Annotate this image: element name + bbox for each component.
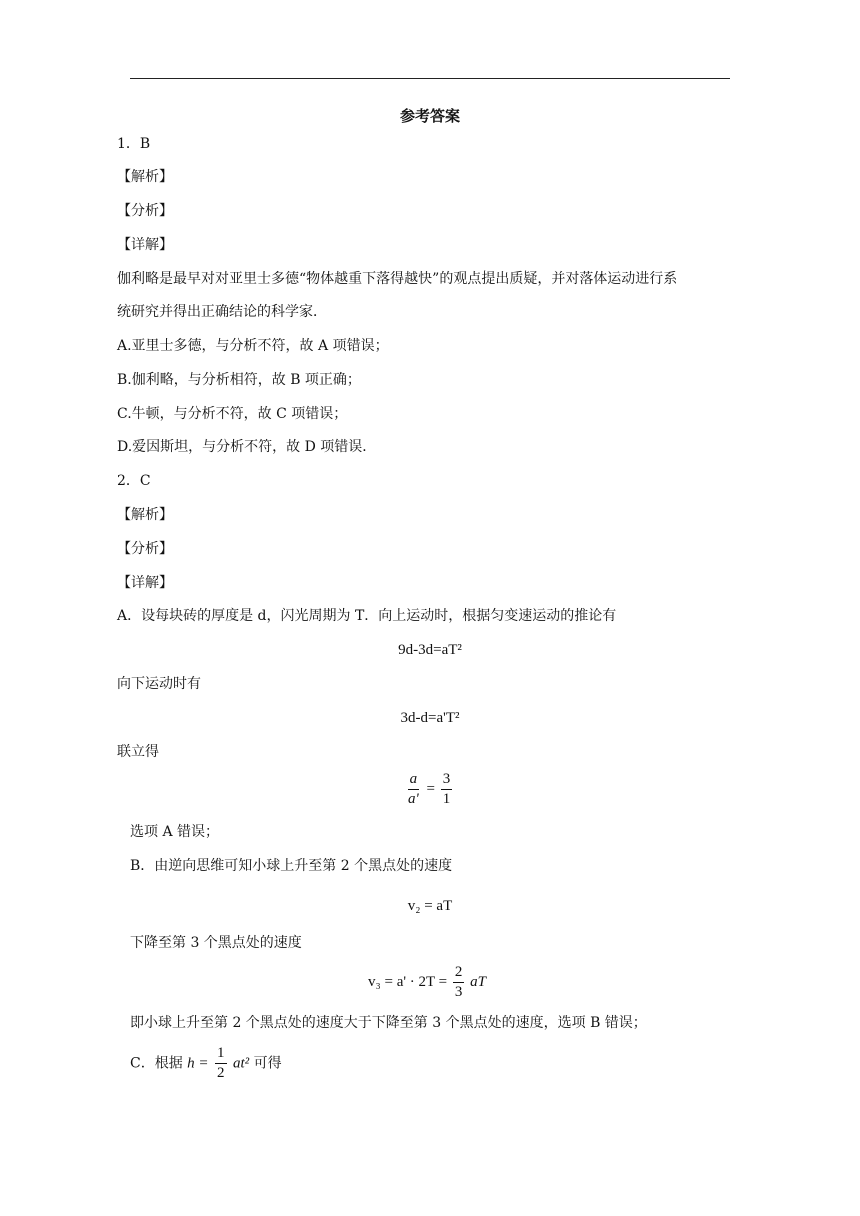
q1-option-d: D.爱因斯坦，与分析不符，故 D 项错误．	[117, 439, 377, 455]
q2-number: 2．C	[117, 473, 151, 489]
q1-option-c: C.牛顿，与分析不符，故 C 项错误；	[117, 406, 348, 422]
q1-option-a: A.亚里士多德，与分析不符，故 A 项错误；	[117, 338, 389, 354]
q2-part-a-result: 选项 A 错误；	[130, 824, 220, 840]
equation-3-right-denominator: 1	[442, 791, 451, 807]
header-rule	[130, 78, 730, 79]
equation-5-left: v₃ = a' · 2T =	[368, 973, 448, 990]
q2-fenxi-tag: 【分析】	[117, 541, 173, 557]
q2-part-a-intro: A．设每块砖的厚度是 d，闪光周期为 T．向上运动时，根据匀变速运动的推论有	[117, 608, 617, 624]
equation-1: 9d-3d=aT²	[398, 642, 462, 658]
q2-part-b-intro: B．由逆向思维可知小球上升至第 2 个黑点处的速度	[130, 858, 453, 874]
q1-paragraph-line1: 伽利略是最早对对亚里士多德“物体越重下落得越快”的观点提出质疑，并对落体运动进行系	[117, 271, 678, 287]
q2-combine-text: 联立得	[117, 744, 159, 760]
equation-3-equals: =	[426, 780, 435, 797]
part-c-fraction	[215, 1044, 227, 1083]
q1-fenxi-tag: 【分析】	[117, 203, 173, 219]
q1-detail-tag: 【详解】	[117, 237, 173, 253]
equation-3-right-numerator: 3	[441, 770, 453, 790]
q2-part-c-intro	[130, 1044, 282, 1083]
equation-3-right-fraction	[441, 770, 453, 809]
part-c-prefix: C．根据	[130, 1055, 183, 1072]
equation-2: 3d-d=a'T²	[400, 710, 460, 726]
q2-downward-text: 向下运动时有	[117, 676, 201, 692]
q2-part-b-result: 即小球上升至第 2 个黑点处的速度大于下降至第 3 个黑点处的速度，选项 B 错误；	[130, 1015, 647, 1031]
q1-paragraph-line2: 统研究并得出正确结论的科学家．	[117, 304, 327, 320]
part-c-at2: at²	[232, 1055, 250, 1072]
equation-5-numerator: 2	[453, 963, 465, 983]
part-c-h: h =	[187, 1055, 209, 1072]
q1-analysis-tag: 【解析】	[117, 169, 173, 185]
equation-5-denominator: 3	[454, 984, 463, 1000]
q2-part-b-down: 下降至第 3 个黑点处的速度	[130, 935, 302, 951]
equation-3-left-fraction	[406, 770, 421, 809]
part-c-numerator: 1	[215, 1044, 227, 1064]
equation-3-left-denominator: a'	[408, 791, 419, 807]
equation-5	[368, 963, 486, 1002]
equation-4: v₂ = aT	[407, 898, 453, 914]
q1-number: 1．B	[117, 136, 151, 152]
equation-5-fraction	[453, 963, 465, 1002]
equation-5-right: aT	[470, 973, 486, 990]
part-c-suffix: 可得	[253, 1055, 282, 1072]
q2-analysis-tag: 【解析】	[117, 507, 173, 523]
equation-3	[404, 770, 454, 809]
equation-3-left-numerator: a	[408, 770, 420, 790]
part-c-denominator: 2	[217, 1065, 225, 1081]
q1-option-b: B.伽利略，与分析相符，故 B 项正确；	[117, 372, 361, 388]
page-title: 参考答案	[399, 107, 460, 125]
q2-detail-tag: 【详解】	[117, 575, 173, 591]
